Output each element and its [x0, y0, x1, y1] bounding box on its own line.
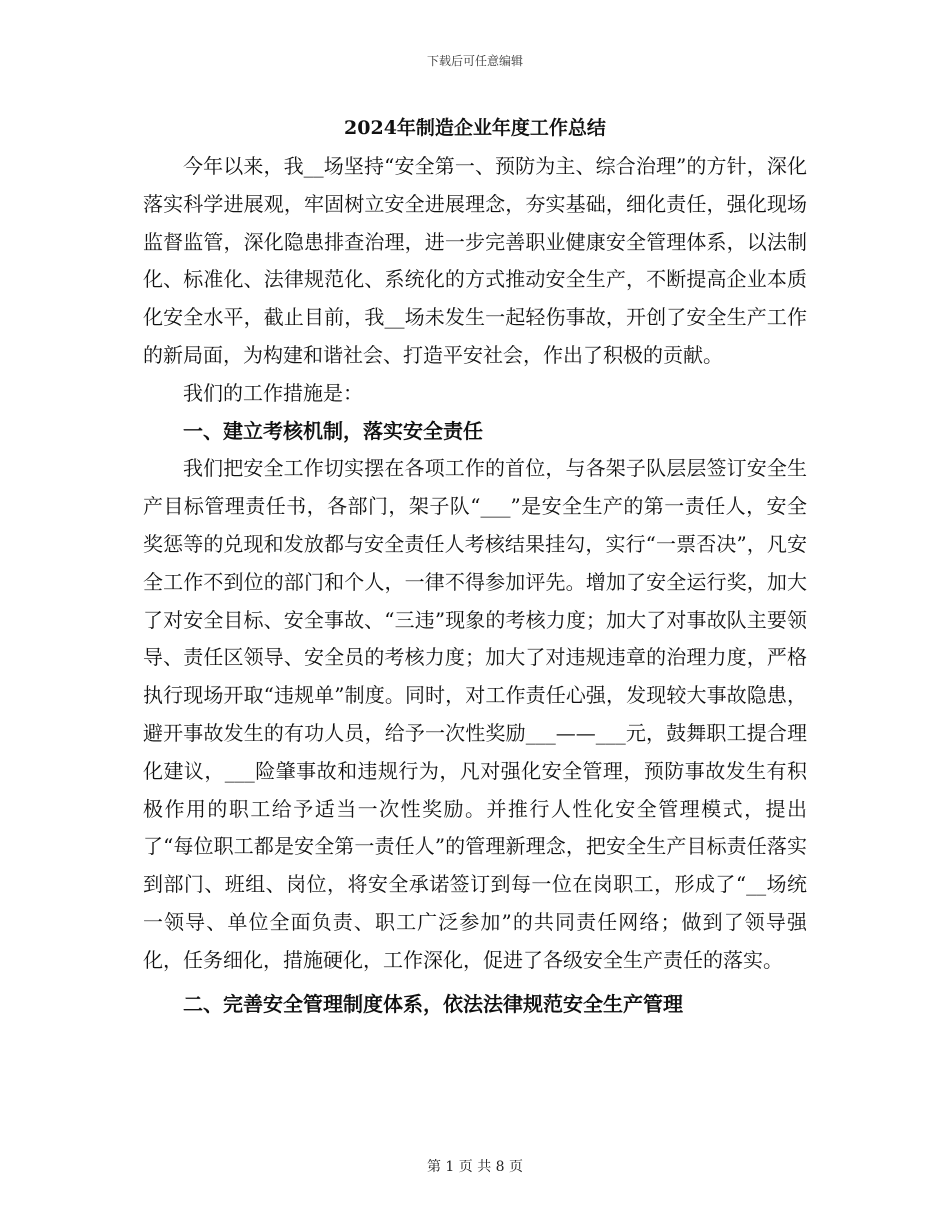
document-body: [143, 108, 807, 1023]
document-title: 2024年制造企业年度工作总结: [344, 117, 606, 139]
section-1-paragraph: 我们把安全工作切实摆在各项工作的首位，与各架子队层层签订安全生产目标管理责任书，各部门，架子队“___”是安全生产的第一责任人，安全奖惩等的兑现和发放都与安全责任人考核结果挂勾，实行“一票否决”，凡安全工作不到位的部门和个人，一律不得参加评先。增加了安全运行奖，加大了对安全目标、安全事故、“三违”现象的考核力度；加大了对事故队主要领导、责任区领导、安全员的考核力度；加大了对违规违章的治理力度，严格执行现场开取“违规单”制度。同时，对工作责任心强，发现较大事故隐患，避开事故发生的有功人员，给予一次性奖励___——___元，鼓舞职工提合理化建议，___险肇事故和违规行为，凡对强化安全管理，预防事故发生有积极作用的职工给予适当一次性奖励。并推行人性化安全管理模式，提出了“每位职工都是安全第一责任人”的管理新理念，把安全生产目标责任落实到部门、班组、岗位，将安全承诺签订到每一位在岗职工，形成了“__场统一领导、单位全面负责、职工广泛参加”的共同责任网络；做到了领导强化，任务细化，措施硬化，工作深化，促进了各级安全生产责任的落实。: [143, 456, 807, 972]
page-number-footer: 第 1 页 共 8 页: [426, 1159, 524, 1175]
section-1-heading: 一、建立考核机制，落实安全责任: [183, 418, 483, 443]
header-note: 下载后可任意编辑: [426, 54, 523, 68]
intro-paragraph: 今年以来，我__场坚持“安全第一、预防为主、综合治理”的方针，深化落实科学进展观，牢固树立安全进展理念，夯实基础，细化责任，强化现场监督监管，深化隐患排查治理，进一步完善职业健康安全管理体系，以法制化、标准化、法律规范化、系统化的方式推动安全生产，不断提高企业本质化安全水平，截止目前，我__场未发生一起轻伤事故，开创了安全生产工作的新局面，为构建和谐社会、打造平安社会，作出了积极的贡献。: [143, 154, 807, 367]
measures-lead-paragraph: 我们的工作措施是：: [183, 380, 363, 405]
section-2-heading: 二、完善安全管理制度体系，依法法律规范安全生产管理: [183, 991, 683, 1016]
